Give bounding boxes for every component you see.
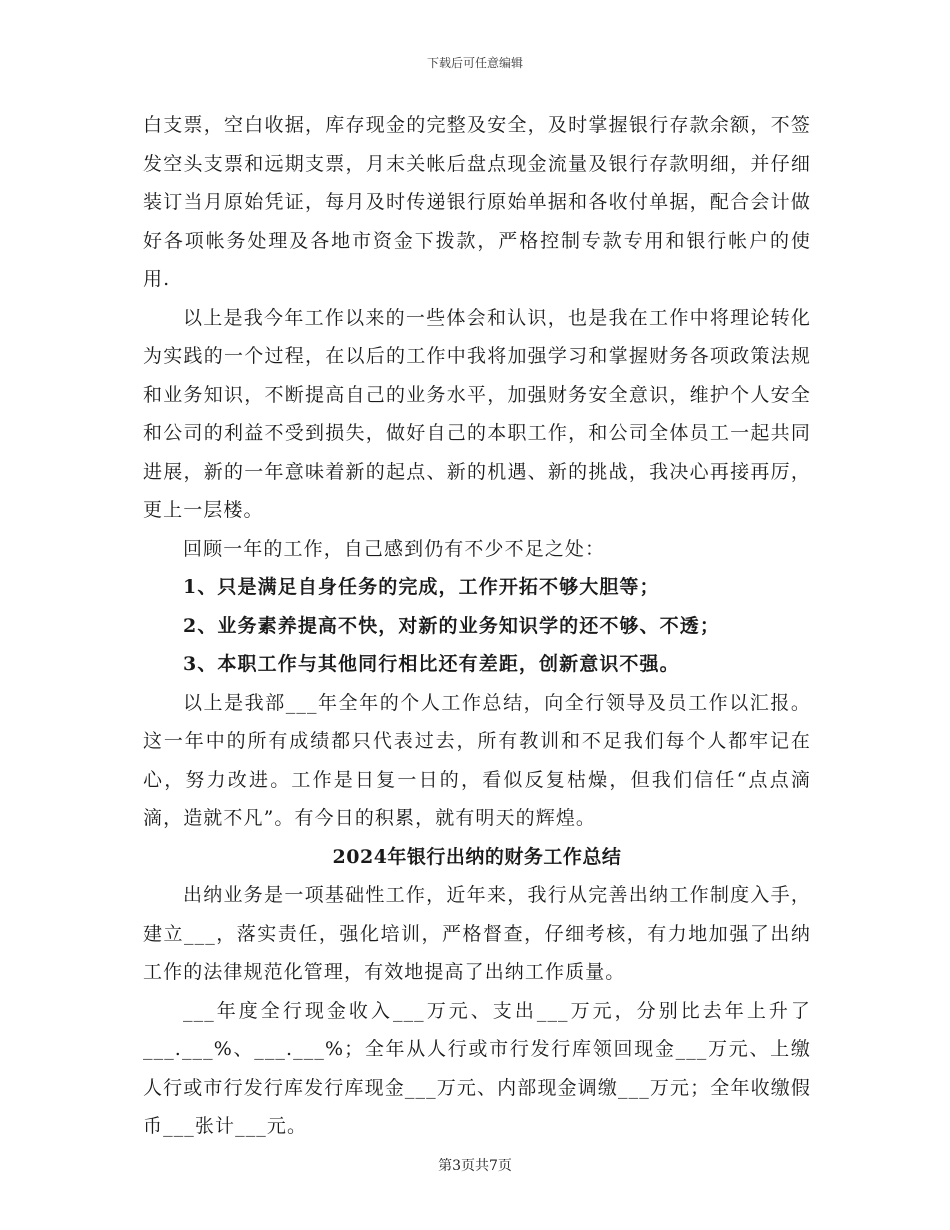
page-header: 下载后可任意编辑 xyxy=(426,56,523,70)
paragraph-shortcomings-intro: 回顾一年的工作，自己感到仍有不少不足之处： xyxy=(183,537,606,560)
page-number: 第3页共7页 xyxy=(438,1158,512,1174)
paragraph-conclusion: 以上是我部___年全年的个人工作总结，向全行领导及员工作以汇报。这一年中的所有成绩都只代表过去，所有教训和不足我们每个人都牢记在心，努力改进。工作是日复一日的，看似反复枯燥，但我们信任“点点滴滴，造就不凡”。有今日的积累，就有明天的辉煌。 xyxy=(143,691,811,829)
shortcoming-item-3: 3、本职工作与其他同行相比还有差距，创新意识不强。 xyxy=(183,653,680,675)
document-body xyxy=(143,106,811,1146)
paragraph-continued: 白支票，空白收据，库存现金的完整及安全，及时掌握银行存款余额，不签发空头支票和远期支票，月末关帐后盘点现金流量及银行存款明细，并仔细装订当月原始凭证，每月及时传递银行原始单据和各收付单据，配合会计做好各项帐务处理及各地市资金下拨款，严格控制专款专用和银行帐户的使用. xyxy=(143,114,811,290)
section-title: 2024年银行出纳的财务工作总结 xyxy=(332,845,622,868)
shortcoming-item-1: 1、只是满足自身任务的完成，工作开拓不够大胆等； xyxy=(183,576,660,598)
paragraph-cashier-intro: 出纳业务是一项基础性工作，近年来，我行从完善出纳工作制度入手，建立___，落实责任，强化培训，严格督查，仔细考核，有力地加强了出纳工作的法律规范化管理，有效地提高了出纳工作质量。 xyxy=(143,884,811,983)
shortcoming-item-2: 2、业务素养提高不快，对新的业务知识学的还不够、不透； xyxy=(183,614,720,637)
paragraph-reflection: 以上是我今年工作以来的一些体会和认识，也是我在工作中将理论转化为实践的一个过程，在以后的工作中我将加强学习和掌握财务各项政策法规和业务知识，不断提高自己的业务水平，加强财务安全意识，维护个人安全和公司的利益不受到损失，做好自己的本职工作，和公司全体员工一起共同进展，新的一年意味着新的起点、新的机遇、新的挑战，我决心再接再厉，更上一层楼。 xyxy=(143,306,811,521)
paragraph-cashier-figures: ___年度全行现金收入___万元、支出___万元，分别比去年上升了___.___%、___.___%；全年从人行或市行发行库领回现金___万元、上缴人行或市行发行库发行库现金___万元、内部现金调缴___万元；全年收缴假币___张计___元。 xyxy=(143,999,811,1137)
